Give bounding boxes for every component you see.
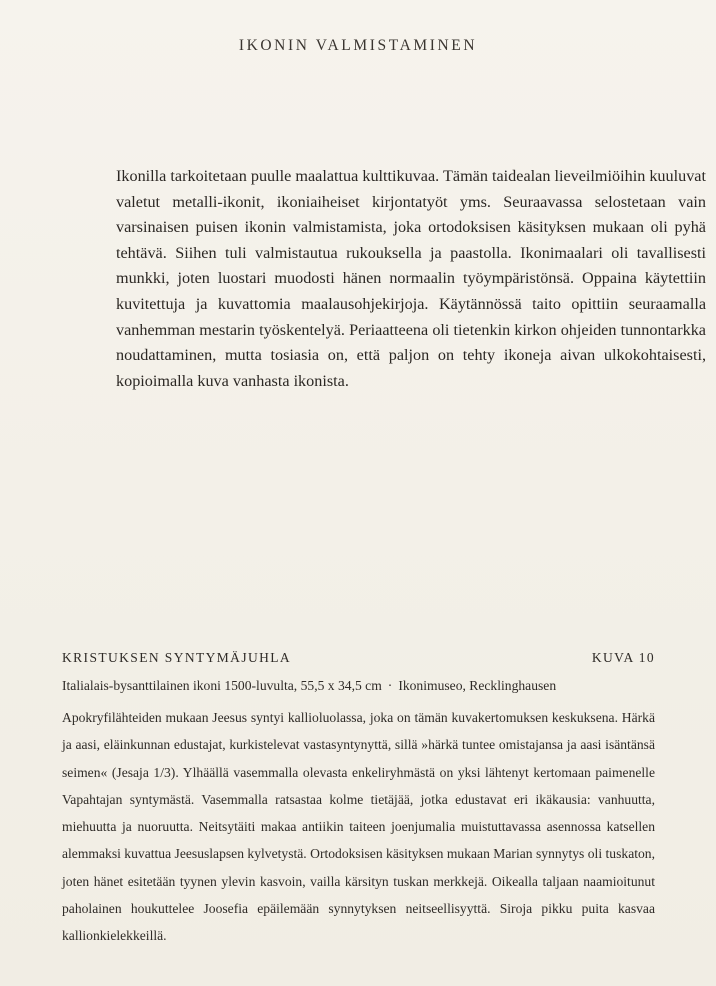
caption-body	[62, 704, 655, 950]
figure-label: KUVA 10	[591, 650, 655, 665]
caption-paragraph: Apokryfilähteiden mukaan Jeesus syntyi kallioluolassa, joka on tämän kuvakertomuksen keskuksena. Härkä ja aasi, eläinkunnan edustajat, kurkistelevat vastasyntynyttä, sillä »härkä tuntee omistajansa ja aasi isäntänsä seimen« (Jesaja 1/3). Ylhäällä vasemmalla olevasta enkeliryhmästä on yksi lähtenyt kertomaan paimenelle Vapahtajan syntymästä. Vasemmalla ratsastaa kolme tietäjää, jotka edustavat eri ikäkausia: vanhuutta, miehuutta ja nuoruutta. Neitsytäiti makaa antiikin taiteen joenjumalia muistuttavassa asennossa katsellen alemmaksi kuvattua Jeesuslapsen kylvetystä. Ortodoksisen käsityksen mukaan Marian synnytys oli tuskaton, joten hänet esitetään tyynen ylevin kasvoin, vailla kärsityn tuskan merkkejä. Oikealla taljaan naamioitunut paholainen houkuttelee Joosefia epäilemään synnytyksen neitseellisyyttä. Siroja pikku puita kasvaa kallionkielekkeillä.	[62, 710, 655, 944]
running-head: IKONIN VALMISTAMINEN	[238, 37, 478, 54]
caption-details	[62, 678, 662, 694]
intro-section	[116, 164, 706, 394]
artwork-details: Italialais-bysanttilainen ikoni 1500-luvulta, 55,5 x 34,5 cm	[62, 678, 382, 693]
caption-header	[62, 650, 655, 666]
caption-title: KRISTUKSEN SYNTYMÄJUHLA	[62, 650, 292, 665]
intro-paragraph: Ikonilla tarkoitetaan puulle maalattua kulttikuvaa. Tämän taidealan lieveilmiöihin kuuluvat valetut metalli-ikonit, ikoniaiheiset kirjontatyöt yms. Seuraavassa selostetaan vain varsinaisen puisen ikonin valmistamista, joka ortodoksisen käsityksen mukaan oli pyhä tehtävä. Siihen tuli valmistautua rukouksella ja paastolla. Ikonimaalari oli tavallisesti munkki, joten luostari muodosti hänen normaalin työympäristönsä. Oppaina käytettiin kuvitettuja ja kuvattomia maalausohjekirjoja. Käytännössä taito opittiin seuraamalla vanhemman mestarin työskentelyä. Periaatteena oli tietenkin kirkon ohjeiden tunnontarkka noudattaminen, mutta tosiasia on, että paljon on tehty ikoneja aivan ulkokohtaisesti, kopioimalla kuva vanhasta ikonista.	[116, 167, 706, 390]
separator: ·	[387, 678, 393, 693]
artwork-location: Ikonimuseo, Recklinghausen	[398, 678, 557, 693]
